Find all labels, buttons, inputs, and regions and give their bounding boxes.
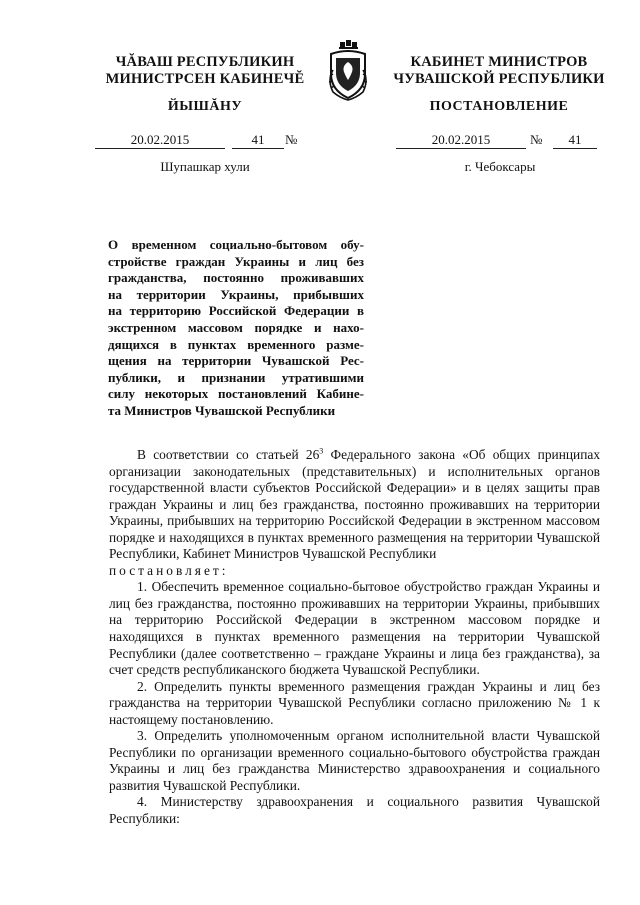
title-line: щения на территории Чувашской Рес- <box>108 353 364 369</box>
right-number-sign: № <box>530 132 543 147</box>
right-date: 20.02.2015 <box>396 132 526 149</box>
place-left: Шупашкар хули <box>160 159 250 174</box>
title-line: дящихся в пунктах временного разме- <box>108 336 364 352</box>
body-item-3: 3. Определить уполномоченным органом исполнительной власти Чувашской Республики по организации временного социально-бытового обустройства граждан Украины и лиц без гражданства Министерство здравоохранения и социального развития Чувашской Республики. <box>109 728 600 793</box>
title-line: силу некоторых постановлений Кабине- <box>108 386 364 402</box>
right-number: 41 <box>553 132 597 149</box>
left-date: 20.02.2015 <box>95 132 225 149</box>
document-body <box>109 447 600 828</box>
title-line: О временном социально-бытовом обу- <box>108 237 364 252</box>
place-right: г. Чебоксары <box>464 159 536 174</box>
document-title <box>108 237 364 420</box>
header-left <box>90 54 320 88</box>
title-line: стройстве граждан Украины и лиц без <box>108 253 364 269</box>
left-number: 41 <box>232 132 284 149</box>
header-right-line2: ЧУВАШСКОЙ РЕСПУБЛИКИ <box>393 71 605 87</box>
header-right-line1: КАБИНЕТ МИНИСТРОВ <box>410 54 588 70</box>
body-item-1: 1. Обеспечить временное социально-бытовое обустройство граждан Украины и лиц без гражданства, постоянно проживавших на территории Украины, прибывших на территорию Российской Федерации в экстренном массовом порядке и находящихся в пунктах временного размещения на территории Чувашской Республики (далее соответственно – граждане Украины и лица без гражданства), за счет средств республиканского бюджета Чувашской Республики. <box>109 579 600 678</box>
header-left-line1: ЧĂВАШ РЕСПУБЛИКИН <box>115 54 295 70</box>
left-number-sign: № <box>285 132 298 147</box>
title-line: на территорию Российской Федерации в <box>108 303 364 319</box>
body-resolves: постановляет: <box>109 562 229 578</box>
header-right <box>388 54 610 88</box>
body-intro: В соответствии со статьей $26^3$ Федерального закона «Об общих принципах организации законодательных (представительных) и исполнительных органов государственной власти субъектов Российской Федерации» и в целях защиты прав граждан Украины и лиц без гражданства, постоянно проживавших на территории Украины, прибывших на территорию Российской Федерации в экстренном массовом порядке и находящихся в пунктах временного размещения на территории Чувашской Республики, Кабинет Министров Чувашской Республики <box>109 446 601 562</box>
header-left-doctype: ЙЫШĂНУ <box>167 99 243 114</box>
chuvash-republic-emblem-icon <box>325 40 371 102</box>
body-item-2: 2. Определить пункты временного размещения граждан Украины и лиц без гражданства на территории Чувашской Республики согласно приложению № 1 к настоящему постановлению. <box>109 678 600 727</box>
title-line: гражданства, постоянно проживавших <box>108 270 364 286</box>
body-item-4: 4. Министерству здравоохранения и социального развития Чувашской Республики: <box>109 794 600 827</box>
header-right-doctype: ПОСТАНОВЛЕНИЕ <box>429 99 569 114</box>
title-line: публики, и признании утратившими <box>108 369 364 385</box>
title-line: та Министров Чувашской Республики <box>108 402 336 418</box>
title-line: на территории Украины, прибывших <box>108 286 364 302</box>
title-line: экстренном массовом порядке и нахо- <box>108 319 364 335</box>
header-left-line2: МИНИСТРСЕН КАБИНЕЧĔ <box>105 71 305 87</box>
